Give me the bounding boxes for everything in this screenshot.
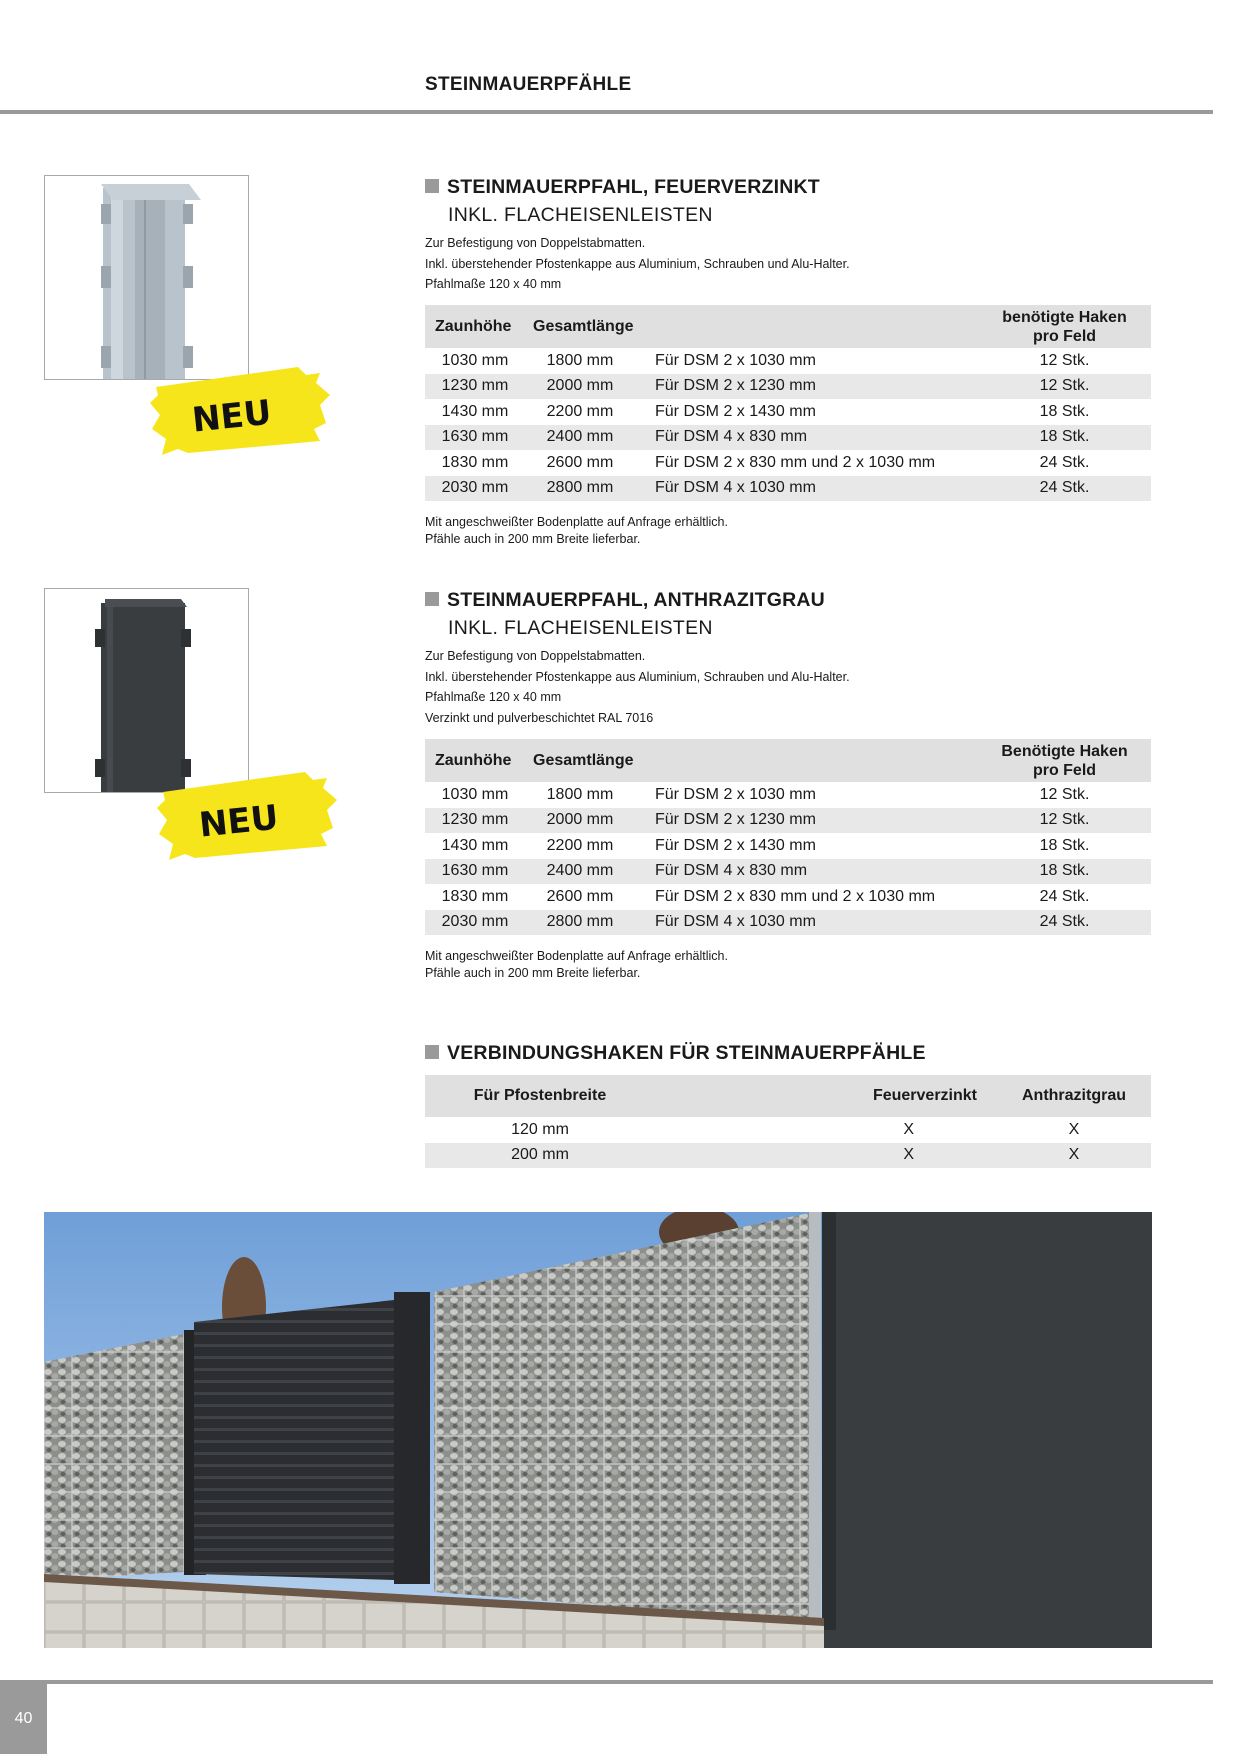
bullet-square-icon bbox=[425, 592, 439, 606]
col-header-total-length: Gesamtlänge bbox=[525, 305, 635, 348]
new-badge-label: NEU bbox=[190, 392, 274, 441]
col-header-galvanized: Feuerverzinkt bbox=[655, 1075, 997, 1117]
product-subtitle: INKL. FLACHEISENLEISTEN bbox=[448, 617, 713, 639]
bullet-square-icon bbox=[425, 179, 439, 193]
table-row: 2030 mm 2800 mm Für DSM 4 x 1030 mm 24 Stk. bbox=[425, 910, 1151, 936]
spec-table bbox=[425, 305, 1151, 501]
hooks-table bbox=[425, 1075, 1151, 1168]
col-header-fence-height: Zaunhöhe bbox=[425, 739, 525, 782]
table-row: 1030 mm 1800 mm Für DSM 2 x 1030 mm 12 Stk. bbox=[441, 351, 1090, 369]
col-header-hooks: benötigte Haken pro Feld bbox=[978, 305, 1151, 348]
page-number: 40 bbox=[0, 1684, 47, 1754]
header-divider bbox=[0, 110, 1213, 114]
product-title: STEINMAUERPFAHL, FEUERVERZINKT bbox=[425, 176, 820, 199]
product-description: Zur Befestigung von Doppelstabmatten. Inkl. überstehender Pfostenkappe aus Aluminium, Schrauben und Alu-Halter. Pfahlmaße 120 x 40 mm bbox=[425, 236, 850, 291]
product-title: STEINMAUERPFAHL, ANTHRAZITGRAU bbox=[425, 589, 825, 612]
new-badge bbox=[148, 365, 333, 455]
hooks-section-title: VERBINDUNGSHAKEN FÜR STEINMAUERPFÄHLE bbox=[425, 1042, 926, 1065]
product-description: Zur Befestigung von Doppelstabmatten. Inkl. überstehender Pfostenkappe aus Aluminium, Schrauben und Alu-Halter. Pfahlmaße 120 x 40 mm Verzinkt und pulverbeschichtet RAL 7016 bbox=[425, 649, 850, 725]
table-row: 1230 mm 2000 mm Für DSM 2 x 1230 mm 12 Stk. bbox=[425, 808, 1151, 834]
anthracite-post-image bbox=[44, 588, 249, 793]
footer-divider bbox=[0, 1680, 1213, 1684]
table-row: 1430 mm 2200 mm Für DSM 2 x 1430 mm 18 Stk. bbox=[441, 836, 1090, 854]
table-row: 1830 mm 2600 mm Für DSM 2 x 830 mm und 2 x 1030 mm 24 Stk. bbox=[441, 453, 1090, 471]
table-header-row bbox=[425, 739, 1151, 782]
table-row: 1830 mm 2600 mm Für DSM 2 x 830 mm und 2 x 1030 mm 24 Stk. bbox=[441, 887, 1090, 905]
fence-installation-photo bbox=[44, 1212, 1152, 1648]
col-header-post-width: Für Pfostenbreite bbox=[425, 1075, 655, 1117]
table-row: 1630 mm 2400 mm Für DSM 4 x 830 mm 18 Stk. bbox=[425, 425, 1151, 451]
col-header-hooks: Benötigte Haken pro Feld bbox=[978, 739, 1151, 782]
new-badge bbox=[155, 770, 340, 860]
table-row: 120 mm X X bbox=[511, 1120, 1080, 1138]
table-row: 1030 mm 1800 mm Für DSM 2 x 1030 mm 12 Stk. bbox=[441, 785, 1090, 803]
product-subtitle: INKL. FLACHEISENLEISTEN bbox=[448, 204, 713, 226]
spec-table bbox=[425, 739, 1151, 935]
product-notes: Mit angeschweißter Bodenplatte auf Anfrage erhältlich. Pfähle auch in 200 mm Breite lieferbar. bbox=[425, 949, 728, 980]
table-row: 2030 mm 2800 mm Für DSM 4 x 1030 mm 24 Stk. bbox=[425, 476, 1151, 502]
galvanized-post-image bbox=[44, 175, 249, 380]
table-header-row bbox=[425, 305, 1151, 348]
table-row: 1430 mm 2200 mm Für DSM 2 x 1430 mm 18 Stk. bbox=[441, 402, 1090, 420]
page-section-title: STEINMAUERPFÄHLE bbox=[425, 74, 632, 95]
product-notes: Mit angeschweißter Bodenplatte auf Anfrage erhältlich. Pfähle auch in 200 mm Breite lieferbar. bbox=[425, 515, 728, 546]
col-header-total-length: Gesamtlänge bbox=[525, 739, 635, 782]
col-header-fence-height: Zaunhöhe bbox=[425, 305, 525, 348]
bullet-square-icon bbox=[425, 1045, 439, 1059]
table-header-row bbox=[425, 1075, 1151, 1117]
col-header-anthracite: Anthrazitgrau bbox=[997, 1075, 1151, 1117]
table-row: 1630 mm 2400 mm Für DSM 4 x 830 mm 18 Stk. bbox=[425, 859, 1151, 885]
table-row: 1230 mm 2000 mm Für DSM 2 x 1230 mm 12 Stk. bbox=[425, 374, 1151, 400]
table-row: 200 mm X X bbox=[425, 1143, 1151, 1169]
new-badge-label: NEU bbox=[197, 797, 281, 846]
